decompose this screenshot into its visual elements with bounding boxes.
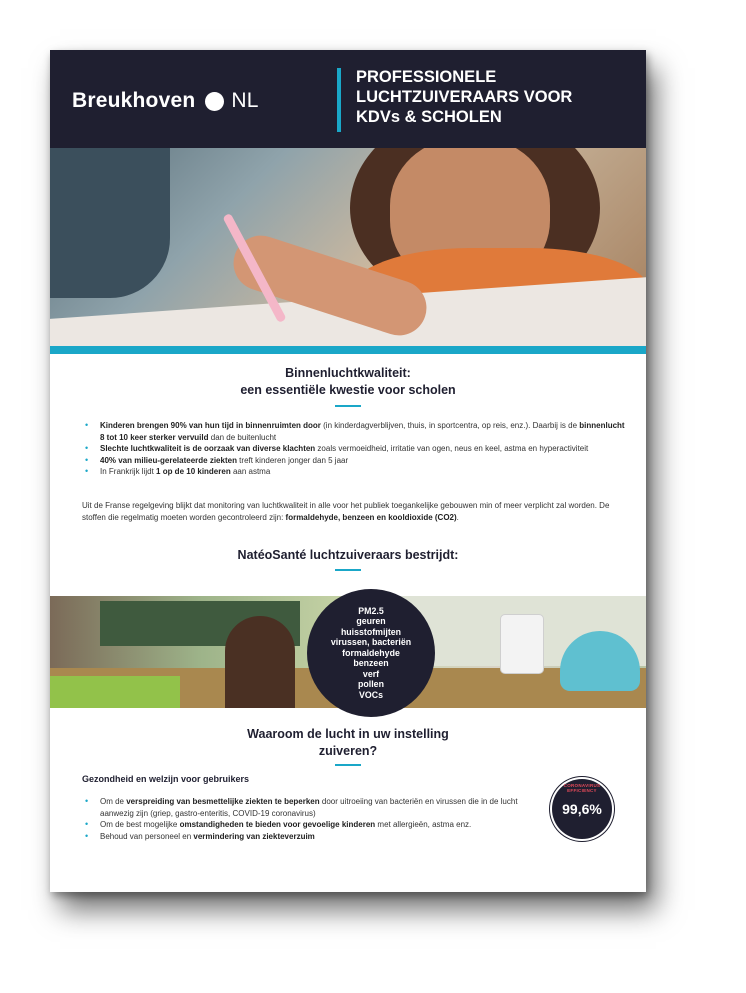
brand-logo: [72, 89, 259, 113]
pollutant-label: benzeen: [353, 658, 389, 669]
pollutants-circle: [307, 589, 435, 717]
efficiency-badge: [552, 779, 612, 839]
pollutant-label: geuren: [356, 616, 386, 627]
section-heading: NatéoSanté luchtzuiveraars bestrijdt:: [237, 548, 459, 562]
air-purifier-image: [500, 614, 544, 674]
list-item: • 40% van milieu-gerelateerde ziekten treft kinderen jonger dan 5 jaar: [82, 455, 627, 467]
brand-suffix: NL: [231, 89, 259, 112]
pollutant-label: verf: [362, 668, 380, 679]
section-heading: Waaroom de lucht in uw instelling zuiveren?: [247, 727, 449, 758]
badge-value: 99,6%: [562, 801, 602, 817]
heading-underline: [335, 569, 361, 571]
header-title: [356, 67, 636, 127]
badge-arc-text: CORONAVIRUS EFFICIENCY: [563, 783, 601, 793]
sub-heading: Gezondheid en welzijn voor gebruikers: [82, 774, 250, 784]
list-item: • Behoud van personeel en vermindering van ziekteverzuim: [82, 831, 542, 843]
flyer-page: [50, 50, 646, 892]
list-item: • In Frankrijk lijdt 1 op de 10 kinderen aan astma: [82, 466, 627, 478]
header-divider: [337, 68, 341, 132]
header: [50, 50, 646, 148]
hero-photo: [50, 148, 646, 346]
body-paragraph: Uit de Franse regelgeving blijkt dat monitoring van luchtkwaliteit in alle voor het publiek toegankelijke gebouwen min of meer verplicht zal worden. De stoffen die regelmatig moeten worden gecontroleerd zijn: formaldehyde, benzeen en kooldioxide (CO2).: [82, 501, 610, 522]
header-title-line: LUCHTZUIVERAARS VOOR: [356, 88, 573, 106]
logo-dot-icon: [205, 92, 224, 111]
list-item: • Kinderen brengen 90% van hun tijd in binnenruimten door (in kinderdagverblijven, thuis, in sportcentra, op reis, enz.). Daarbij is de binnenlucht 8 tot 10 keer sterker vervuild dan de buitenlucht: [82, 420, 627, 443]
bullet-list: [82, 796, 542, 842]
list-item: • Om de verspreiding van besmettelijke ziekten te beperken door uitroeiing van bacteriën en virussen die in de lucht aanwezig zijn (griep, gastro-enteritis, COVID-19 coronavirus): [82, 796, 542, 819]
pollutant-label: pollen: [358, 679, 384, 690]
pollutant-label: PM2.5: [358, 605, 384, 616]
section-heading: Binnenluchtkwaliteit: een essentiële kwestie voor scholen: [240, 366, 456, 397]
accent-band: [50, 346, 646, 354]
pollutant-label: virussen, bacteriën: [330, 637, 412, 648]
pollutant-label: VOCs: [359, 689, 383, 700]
header-title-line: PROFESSIONELE: [356, 68, 497, 86]
pollutant-label: huisstofmijten: [340, 626, 402, 637]
pollutant-label: formaldehyde: [342, 647, 400, 658]
heading-underline: [335, 764, 361, 766]
bullet-list: [82, 420, 627, 478]
header-title-line: KDVs & SCHOLEN: [356, 108, 502, 126]
heading-underline: [335, 405, 361, 407]
brand-name: Breukhoven: [72, 89, 196, 112]
list-item: • Slechte luchtkwaliteit is de oorzaak van diverse klachten zoals vermoeidheid, irritatie van ogen, neus en keel, astma en hyperactiviteit: [82, 443, 627, 455]
list-item: • Om de best mogelijke omstandigheden te bieden voor gevoelige kinderen met allergieën, astma enz.: [82, 819, 542, 831]
